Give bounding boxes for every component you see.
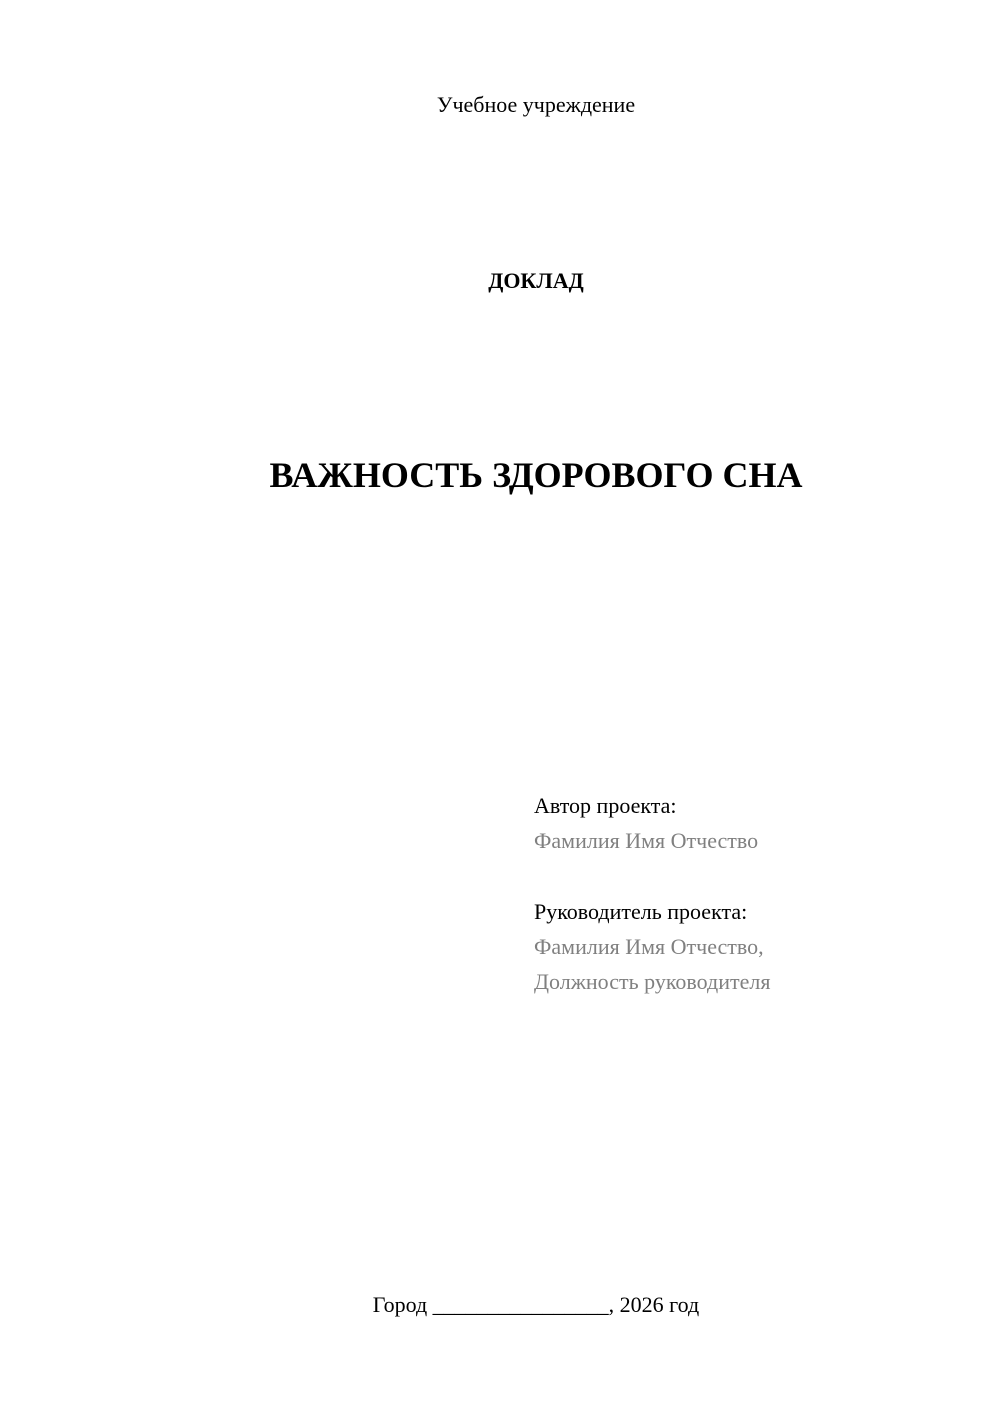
supervisor-name: Фамилия Имя Отчество, (534, 934, 764, 959)
project-info-block (534, 788, 974, 999)
author-label: Автор проекта: (534, 793, 677, 818)
author-name: Фамилия Имя Отчество (534, 828, 759, 853)
supervisor-position: Должность руководителя (534, 969, 771, 994)
city-year-line: Город ________________, 2026 год (372, 1292, 700, 1317)
document-title: ВАЖНОСТЬ ЗДОРОВОГО СНА (269, 455, 803, 495)
institution-name: Учебное учреждение (436, 92, 636, 117)
document-type: ДОКЛАД (488, 268, 584, 293)
supervisor-label: Руководитель проекта: (534, 899, 748, 924)
info-spacer (534, 858, 974, 894)
